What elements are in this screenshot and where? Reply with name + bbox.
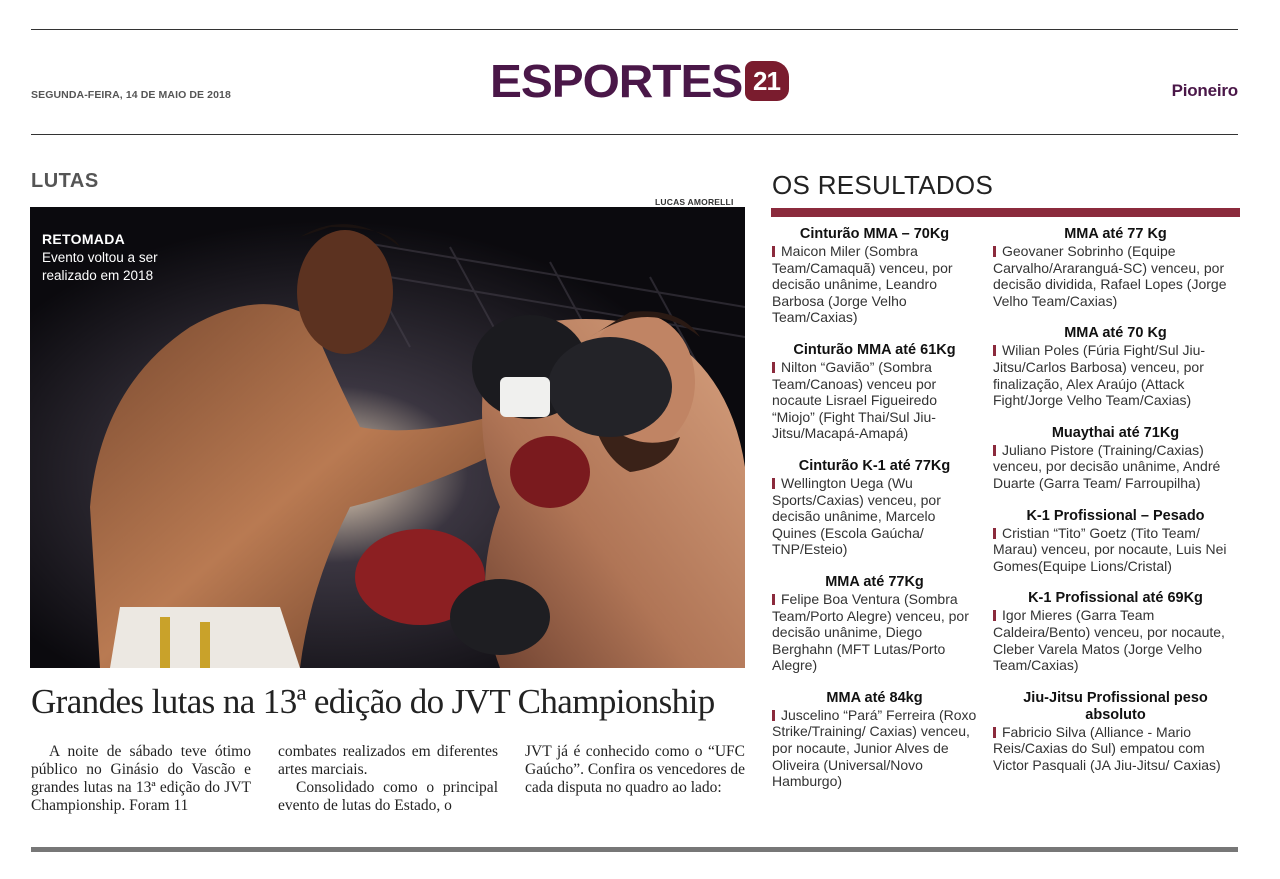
results-title: OS RESULTADOS <box>772 170 994 200</box>
result-item <box>772 458 977 558</box>
bullet-marker <box>772 478 775 489</box>
bullet-marker <box>993 246 996 257</box>
photo-caption-title: RETOMADA <box>42 231 126 247</box>
results-column-right <box>993 226 1238 789</box>
result-item <box>993 325 1238 408</box>
issue-date: SEGUNDA-FEIRA, 14 DE MAIO DE 2018 <box>31 89 231 101</box>
result-category: K-1 Profissional até 69Kg <box>1028 590 1203 607</box>
result-text: Juscelino “Pará” Ferreira (Roxo Strike/Training/ Caxias) venceu, por nocaute, Junior Alves de Oliveira (Universal/Novo Hamburgo) <box>772 706 977 790</box>
result-item <box>993 690 1238 774</box>
results-accent-bar <box>771 208 1240 217</box>
article-headline: Grandes lutas na 13ª edição do JVT Championship <box>31 682 715 721</box>
photo-caption-text: Evento voltou a ser realizado em 2018 <box>42 250 158 283</box>
bullet-marker <box>993 528 996 539</box>
result-text: Igor Mieres (Garra Team Caldeira/Bento) venceu, por nocaute, Cleber Varela Matos (Jorge Velho Team/Caxias) <box>993 607 1225 674</box>
result-text: Juliano Pistore (Training/Caxias) venceu, por decisão unânime, André Duarte (Garra Team/ Farroupilha) <box>993 441 1221 491</box>
section-masthead-title: ESPORTES <box>490 55 743 107</box>
bullet-marker <box>772 710 775 721</box>
result-text: Maicon Miler (Sombra Team/Camaquã) venceu, por decisão unânime, Leandro Barbosa (Jorge Velho Team/Caxias) <box>772 243 953 326</box>
page-number-badge: 21 <box>745 61 789 101</box>
article-paragraph: Consolidado como o principal evento de lutas do Estado, o <box>278 779 498 814</box>
result-item <box>772 342 977 442</box>
result-text: Felipe Boa Ventura (Sombra Team/Porto Alegre) venceu, por decisão unânime, Diego Berghahn (MFT Lutas/Porto Alegre) <box>772 590 969 674</box>
result-category: Cinturão MMA – 70Kg <box>799 226 950 242</box>
bottom-rule <box>31 847 1238 852</box>
article-paragraph: combates realizados em diferentes artes marciais. <box>278 743 498 778</box>
result-category: MMA até 70 Kg <box>1064 325 1167 342</box>
result-text: Geovaner Sobrinho (Equipe Carvalho/Araranguá-SC) venceu, por decisão dividida, Rafael Lopes (Jorge Velho Team/Caxias) <box>993 243 1227 309</box>
result-item <box>993 226 1238 309</box>
bullet-marker <box>772 362 775 373</box>
result-item <box>772 574 977 674</box>
result-text: Fabricio Silva (Alliance - Mario Reis/Caxias do Sul) empatou com Victor Pasquali (JA Jiu-Jitsu/ Caxias) <box>993 723 1221 773</box>
bullet-marker <box>993 445 996 456</box>
article-column-3 <box>525 743 745 797</box>
results-column-left <box>772 226 977 806</box>
photo-credit: LUCAS AMORELLI <box>655 197 734 207</box>
result-category: Muaythai até 71Kg <box>1051 424 1180 441</box>
result-category: MMA até 77Kg <box>825 573 924 590</box>
bullet-marker <box>993 610 996 621</box>
article-photo <box>30 207 745 668</box>
header-rule <box>31 134 1238 135</box>
bullet-marker <box>993 345 996 356</box>
result-text: Wilian Poles (Fúria Fight/Sul Jiu-Jitsu/Carlos Barbosa) venceu, por finalização, Alex Araújo (Attack Fight/Jorge Velho Team/Caxias) <box>993 342 1206 409</box>
article-column-1 <box>31 743 251 815</box>
newspaper-brand-logo: Pioneiro <box>1171 81 1238 100</box>
result-category: Cinturão K-1 até 77Kg <box>798 457 951 474</box>
result-category: MMA até 77 Kg <box>1064 226 1167 242</box>
result-category: K-1 Profissional – Pesado <box>1026 507 1205 524</box>
result-item <box>993 425 1238 492</box>
result-category: Jiu-Jitsu Profissional peso absoluto <box>1023 689 1208 723</box>
top-rule <box>31 29 1238 30</box>
article-paragraph: JVT já é conhecido como o “UFC Gaúcho”. Confira os vencedores de cada disputa no quadro ao lado: <box>525 743 745 796</box>
article-paragraph: A noite de sábado teve ótimo público no Ginásio do Vascão e grandes lutas na 13ª edição do JVT Championship. Foram 11 <box>31 743 251 814</box>
result-text: Cristian “Tito” Goetz (Tito Team/ Marau) venceu, por nocaute, Luis Nei Gomes(Equipe Lions/Cristal) <box>993 524 1227 574</box>
result-text: Wellington Uega (Wu Sports/Caxias) venceu, por decisão unânime, Marcelo Quines (Escola Gaúcha/ TNP/Esteio) <box>772 474 941 558</box>
result-item <box>993 590 1238 673</box>
result-item <box>993 508 1238 575</box>
bullet-marker <box>993 727 996 738</box>
result-category: Cinturão MMA até 61Kg <box>793 341 956 358</box>
result-category: MMA até 84kg <box>826 689 923 706</box>
bullet-marker <box>772 246 775 257</box>
result-item <box>772 690 977 790</box>
section-label: LUTAS <box>31 170 99 192</box>
result-text: Nilton “Gavião” (Sombra Team/Canoas) venceu por nocaute Lisrael Figueiredo “Miojo” (Fight Thai/Sul Jiu-Jitsu/Macapá-Amapá) <box>772 358 937 442</box>
masthead <box>490 55 789 107</box>
result-item <box>772 226 977 326</box>
article-column-2 <box>278 743 498 815</box>
bullet-marker <box>772 594 775 605</box>
